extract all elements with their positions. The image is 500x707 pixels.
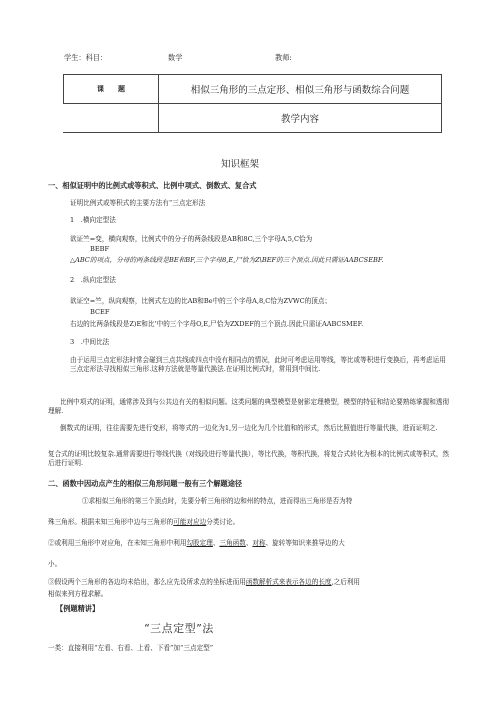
section2-point1-line2 <box>48 518 239 527</box>
point1-text-underlined: 可能对应边 <box>173 518 207 526</box>
method2-title: 2 .纵向定型法 <box>70 276 116 284</box>
section1-heading: 一、相似证明中的比例式或等积式、比例中项式、倒数式、复合式 <box>48 181 257 190</box>
method1-line1: 欲证竺=变，横向观察，比例式中的分子的两条线段是AB和8C,三个字母A,5,C恰为 <box>70 235 313 243</box>
section2-point2-line2: 小。 <box>48 560 62 568</box>
student-subject-label: 学生：科目： <box>64 53 108 62</box>
subject-value: 数学 <box>168 53 183 62</box>
point2-sep1: 、 <box>212 539 220 547</box>
example-line: 一类：直接利用“左看、右看、上看、下看”加“三点定型” <box>48 644 214 652</box>
topic-value: 相似三角形的三点定形、相似三角形与函数综合问题 <box>159 75 442 104</box>
method1-fraction: BEBF <box>90 245 110 253</box>
point1-text-post: 分类讨论。 <box>206 518 240 526</box>
teacher-label: 教师: <box>275 53 292 62</box>
content-row <box>64 104 442 133</box>
method1-line2: △ABC的项点，分母的两条线段是BE和BF,三个字母8,E,尸恰为Z\BEF的三个顶点.因此只需证AABCSEBF. <box>70 256 384 264</box>
section2-point2-line1 <box>48 539 345 548</box>
section2-heading: 二、函数中因动点产生的相似三角形问题一般有三个解题途径 <box>48 479 243 488</box>
content-row-spacer <box>64 104 159 133</box>
topic-row <box>64 75 442 104</box>
method2-fraction: BCEF <box>90 308 110 316</box>
point2-symmetry: 对称 <box>252 539 266 547</box>
topic-label: 课 题 <box>64 75 159 104</box>
section2-point1-line1: ①求相似三角形的第三个顶点时，先要分析三角形的边和州的特点，进而得出三角形是否为特 <box>82 497 353 505</box>
section2-point3-line2: 相似来列方程求解。 <box>48 590 108 598</box>
para-proportional-mean: 比例中项式的证明，通常涉及到与公共边有关的相似问题。这类问题的典型模型是射影定理模型，模型的特征和结论要熟练掌握和透彻理解. <box>48 398 450 415</box>
para-reciprocal: 倒数式的证明，往往需要先进行变形，将等式的一边化为1,另一边化为几个比值和的形式，然后比照值进行等量代换，进而证明之. <box>60 424 438 432</box>
point3-text-pre: ③假设两个三角形的各边均未给出，那么应先设所求点的坐标进而用 <box>48 578 246 586</box>
point3-underlined: 函数解析式来表示各边的长度 <box>245 578 332 586</box>
example-title: “三点定型”法 <box>144 622 214 635</box>
framework-title: 知识框架 <box>221 159 260 170</box>
point2-text-pre: ②或利用三角形中对应角，在未知三角形中利用 <box>48 539 187 547</box>
method1-title: 1 .横向定型法 <box>70 216 116 224</box>
para-compound: 复合式的证明比较复杂.通常需要进行等线代换（对线段进行等量代换），等比代换，等积代换，将复合式转化为根本的比例式或等积式，然后进行证明. <box>48 450 450 467</box>
point2-text-post: 、旋转等知识来推导边的大 <box>265 539 345 547</box>
method3-paragraph: 由于运用三点定形法时常会碰到三点共线或四点中没有相同点的情况，此时可考虑运用等线，等比或等积进行变换后，再考虑运用三点定形法寻找相似三角形.这种方法就是等量代换法.在证明比例式时，常用到中间比. <box>70 356 446 373</box>
method2-line2: 右边的比两条线段是Z)E和比’中的三个字母O,E,尸恰为ZXDEF的三个顶点.因此只需证AABCSMEF. <box>70 320 364 328</box>
point2-trig-functions: 三角函数 <box>219 539 246 547</box>
section2-point3-line1 <box>48 578 360 587</box>
point1-text-pre: 殊三角形。根据未知三角形中边与三角形的 <box>48 518 174 526</box>
example-label: 【例题精讲】 <box>56 604 100 613</box>
method3-title: 3 .中间比法 <box>70 338 110 346</box>
content-label: 教学内容 <box>159 104 442 133</box>
method2-line1: 欲证空=竺，纵向观察，比例式左边的比AB和Be中的三个字母A,8,C恰为ZVWC的顶点； <box>70 297 332 305</box>
point3-text-post: ,之后利用 <box>331 578 361 586</box>
lesson-info-table <box>63 74 442 133</box>
point2-sep2: 、 <box>245 539 253 547</box>
point2-pythagorean: 勾股定理 <box>186 539 213 547</box>
section1-intro: 证明比例式或等积式的主要方法有“三点定形法 <box>70 199 206 207</box>
